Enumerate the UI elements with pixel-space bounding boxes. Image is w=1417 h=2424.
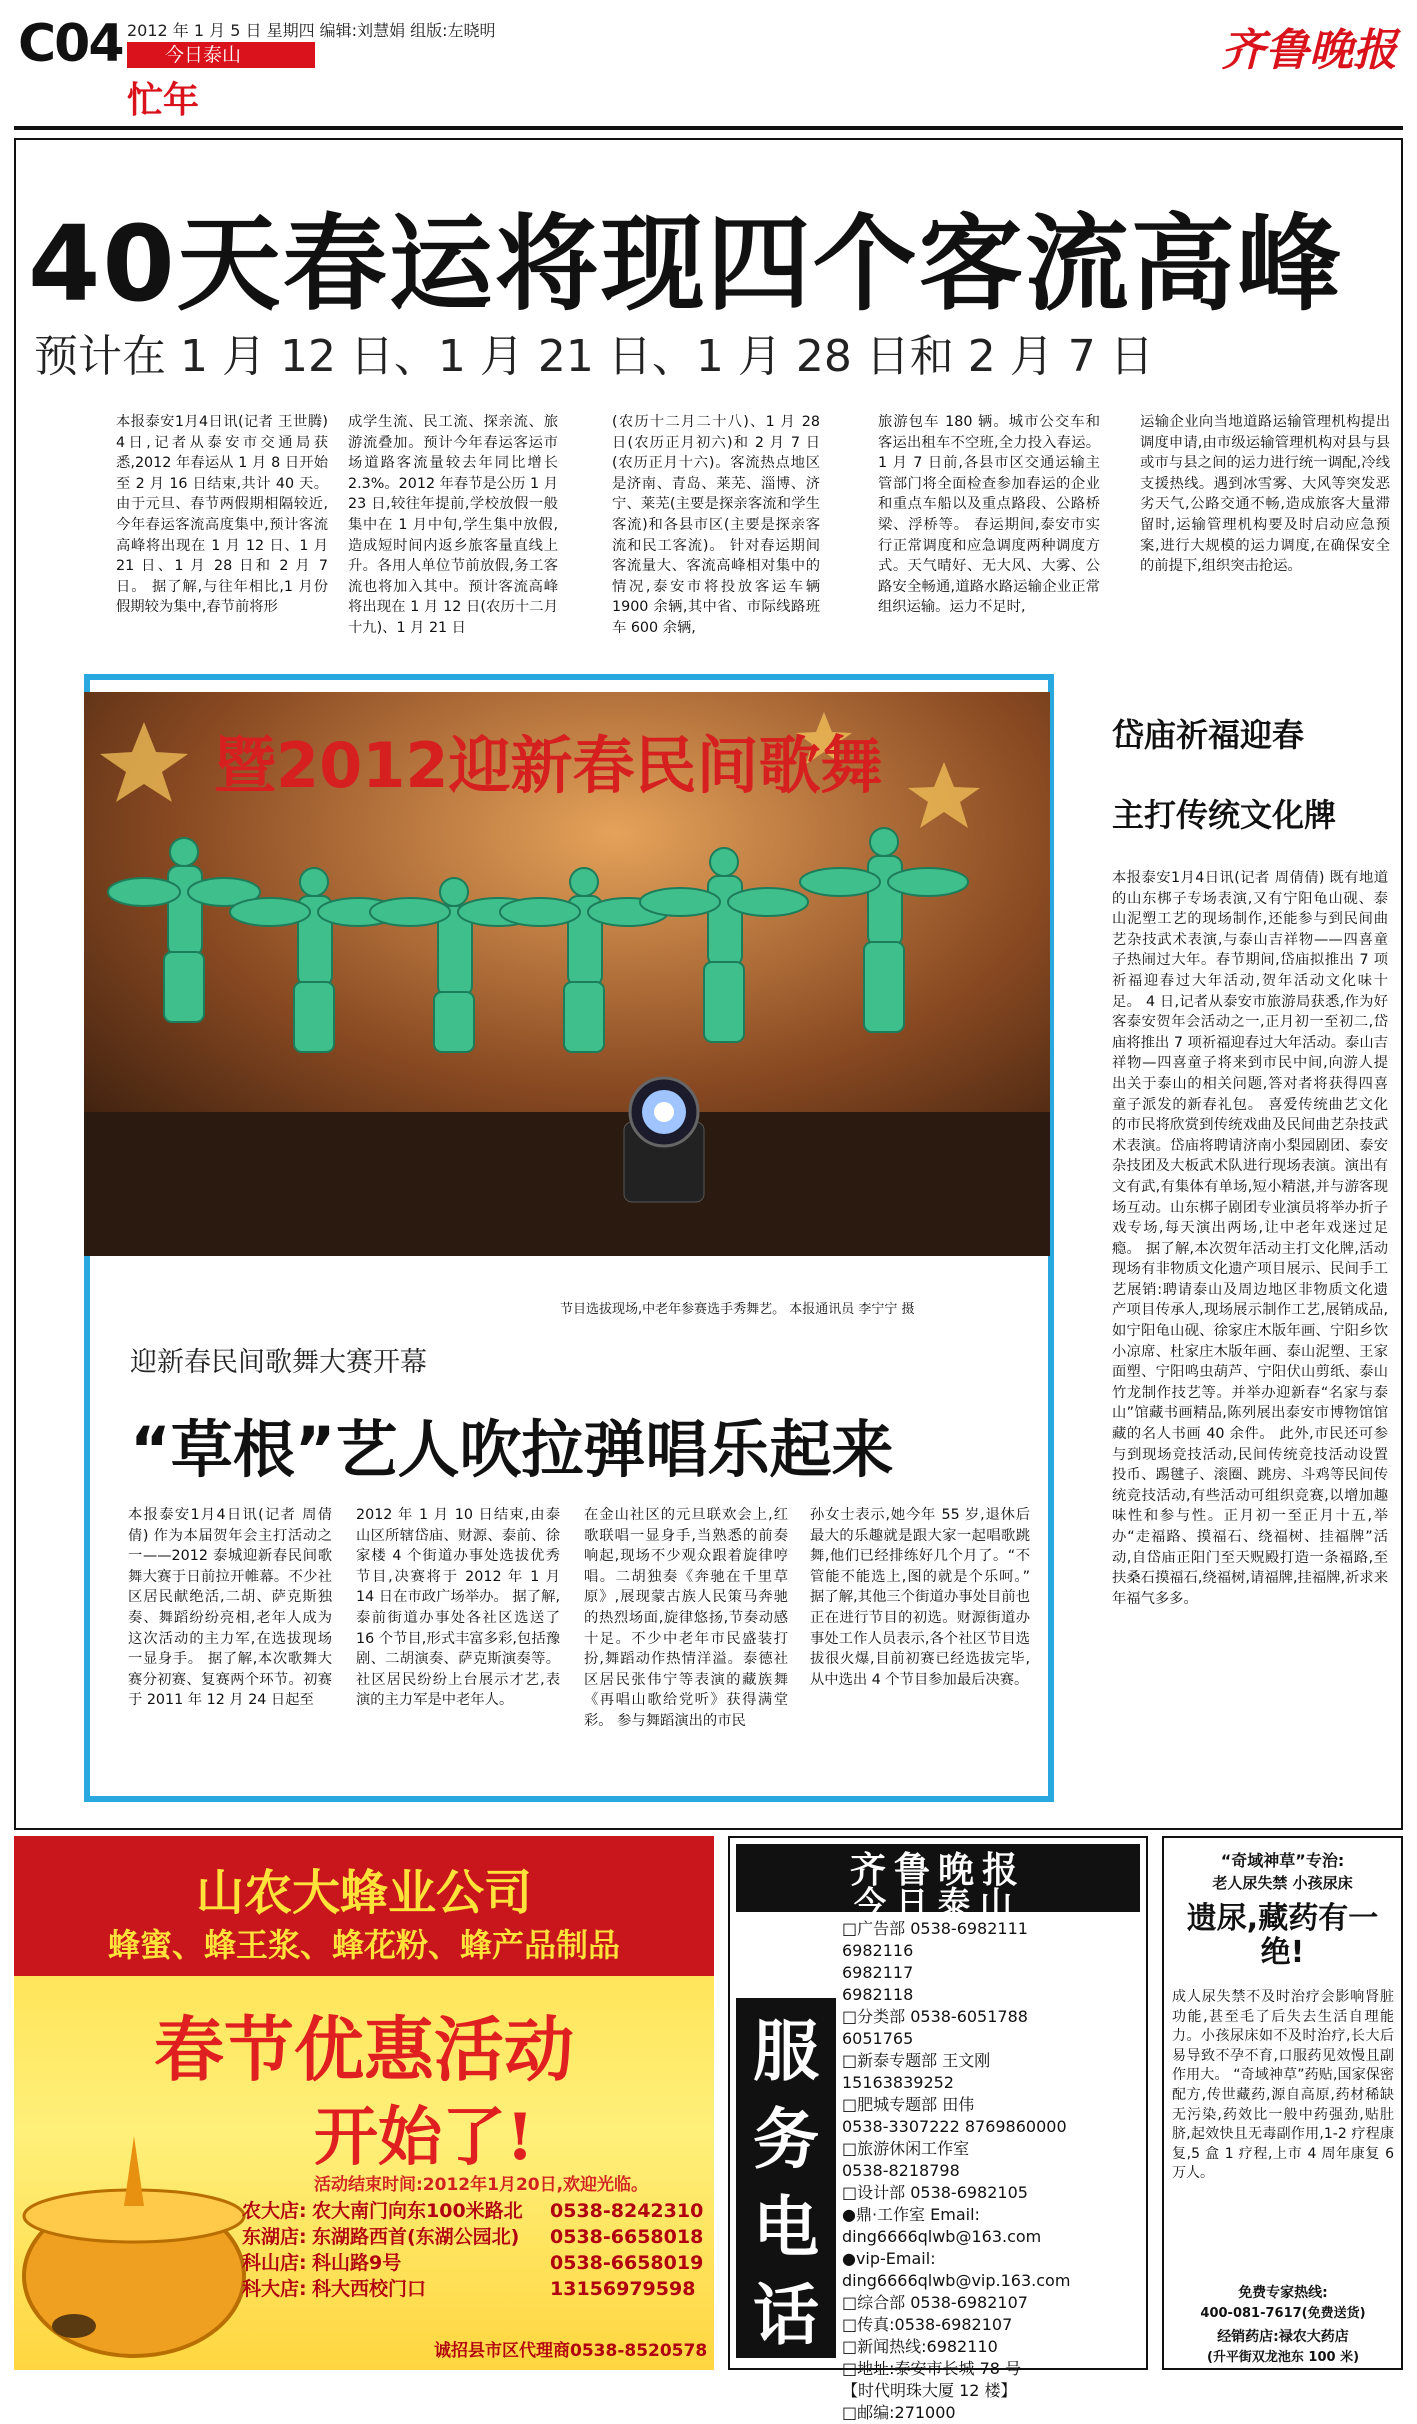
herb-big: 遗尿,藏药有一绝! [1186,1901,1379,1970]
story2-headline: “草根”艺人吹拉弹唱乐起来 [130,1413,894,1486]
side-headline-2: 主打传统文化牌 [1112,796,1337,834]
main-headline: 40天春运将现四个客流高峰 [28,203,1343,325]
honey-company: 山农大蜂业公司 [195,1865,532,1921]
herb-line2: 老人尿失禁 小孩尿床 [1212,1874,1353,1892]
story2-col-3: 在金山社区的元旦联欢会上,红歌联唱一显身手,当熟悉的前奏响起,现场不少观众跟着旋律哼唱。二胡独奏《奔驰在千里草原》,展现蒙古族人民策马奔驰的热烈场面,旋律悠扬,节奏动感十足。不少中老年市民盛装打扮,舞蹈动作热情洋溢。泰德社区居民张伟宁等表演的藏族舞《再唱山歌给党听》获得满堂彩。 参与舞蹈演出的市民 [584,1507,788,1729]
herb-hotline: 400-081-7617(免费送货) [1200,2306,1366,2321]
store-row: 科山店: 科山路9号 0538-6658019 [242,2252,704,2274]
section-title: 忙年 [127,80,200,121]
section-tag: 今日泰山 [127,42,315,68]
service-title-2: 今日泰山 [853,1884,1022,1922]
honey-stores [242,2198,712,2302]
issue-meta: 2012 年 1 月 5 日 星期四 编辑:刘慧娟 组版:左晓明 [127,21,496,40]
herb-dealer-addr: (升平街双龙池东 100 米) [1206,2350,1360,2365]
stage-banner-text: 暨2012迎新春民间歌舞 [214,729,883,802]
honey-jar-icon [14,2136,264,2370]
honey-products: 蜂蜜、蜂王浆、蜂花粉、蜂产品制品 [107,1926,620,1964]
honey-promo-2: 开始了! [314,2100,535,2175]
side-headline-1: 岱庙祈福迎春 [1112,716,1305,754]
stage-light [624,1078,704,1202]
main-subhead: 预计在 1 月 12 日、1 月 21 日、1 月 28 日和 2 月 7 日 [34,331,1154,382]
main-col-2: 成学生流、民工流、探亲流、旅游流叠加。预计今年春运客运市场道路客流量较去年同比增长 2.3%。2012 年春节是公历 1 月 23 日,较往年提前,学校放假一般集中在 1 月中旬,学生集中放假,造成短时间内返乡旅客量直线上升。各用人单位节前放假,务工客流也将加入其中。预计客流高峰将出现在 1 月 12 日(农历十二月十九)、1 月 21 日 [348,414,558,636]
herbal-ad [1162,1836,1403,2370]
store-row: 农大店: 农大南门向东100米路北 0538-8242310 [242,2200,704,2222]
story2-col-2: 2012 年 1 月 10 日结束,由泰山区所辖岱庙、财源、泰前、徐家楼 4 个街道办事处选拔优秀节目,决赛将于 2012 年 1 月 14 日在市政广场举办。 据了解,泰前街道办事处各社区选送了 16 个节目,形式丰富多彩,包括豫剧、二胡演奏、萨克斯演奏等。社区居民纷纷上台展示才艺,表演的主力军是中老年人。 [356,1507,560,1709]
main-col-5: 运输企业向当地道路运输管理机构提出调度申请,由市级运输管理机构对县与县或市与县之间的运力进行统一调配,冷线支援热线。遇到冰雪雾、大风等突发恶劣天气,公路交通不畅,造成旅客大量滞留时,运输管理机构要及时启动应急预案,进行大规模的运力调度,在确保安全的前提下,组织突击抢运。 [1140,414,1390,575]
store-row: 科大店: 科大西校门口 13156979598 [242,2278,696,2300]
service-phone-ad [728,1836,1148,2422]
store-row: 东湖店: 东湖路西首(东湖公园北) 0538-6658018 [242,2226,704,2248]
herb-body: 成人尿失禁不及时治疗会影响肾脏功能,甚至毛了后失去生活自理能力。小孩尿床如不及时治疗,长大后易导致不孕不育,口服药见效慢且副作用大。 “奇域神草”药贴,国家保密配方,传世藏药,源自高原,药材稀缺无污染,药效比一般中药强劲,贴肚脐,起效快且无毒副作用,1-2 疗程康复,5 盒 1 疗程,上市 4 周年康复 6 万人。 [1172,1989,1394,2182]
story2-kicker: 迎新春民间歌舞大赛开幕 [130,1347,427,1378]
service-title-1: 齐鲁晚报 [849,1850,1026,1891]
header-rule [14,126,1403,130]
stage-photo [84,692,1050,1256]
honey-promo-1: 春节优惠活动 [154,2008,574,2091]
page-number: C04 [18,14,123,74]
herb-dealer: 经销药店:禄农大药店 [1217,2329,1349,2345]
dance-performance-photo [84,692,1050,1256]
honey-recruit: 诚招县市区代理商0538-8520578 [434,2341,708,2361]
photo-caption: 节目选拔现场,中老年参赛选手秀舞艺。 本报通讯员 李宁宁 摄 [560,1302,915,1317]
story2-col-1: 本报泰安1月4日讯(记者 周倩倩) 作为本届贺年会主打活动之一——2012 泰城迎新春民间歌舞大赛于日前拉开帷幕。不少社区居民献绝活,二胡、萨克斯独奏、舞蹈纷纷亮相,老年人成为这次活动的主力军,在选拔现场一显身手。 据了解,本次歌舞大赛分初赛、复赛两个环节。初赛于 2011 年 12 月 24 日起至 [128,1507,332,1709]
herb-hotline-label: 免费专家热线: [1238,2285,1328,2301]
side-story-body: 本报泰安1月4日讯(记者 周倩倩) 既有地道的山东梆子专场表演,又有宁阳龟山砚、泰山泥塑工艺的现场制作,还能参与到民间曲艺杂技武术表演,与泰山吉祥物——四喜童子热闹过大年。春节期间,岱庙拟推出 7 项祈福迎春过大年活动,贺年活动文化味十足。 4 日,记者从泰安市旅游局获悉,作为好客泰安贺年会活动之一,正月初一至初二,岱庙将推出 7 项祈福迎春过大年活动。泰山吉祥物—四喜童子将来到市民中间,向游人提出关于泰山的相关问题,答对者将获得四喜童子派发的新春礼包。 喜爱传统曲艺文化的市民将欣赏到传统戏曲及民间曲艺杂技武术表演。岱庙将聘请济南小梨园剧团、泰安杂技团及大板武术队进行现场表演。演出有文有武,有集体有单场,短小精湛,并与游客现场互动。山东梆子剧团专业演员将举办折子戏专场,每天演出两场,让中老年戏迷过足瘾。 据了解,本次贺年活动主打文化牌,活动现场有非物质文化遗产项目展示、民间手工艺展销:聘请泰山及周边地区非物质文化遗产项目传承人,现场展示制作工艺,展销成品,如宁阳龟山砚、徐家庄木版年画、宁阳乡饮小凉席、杜家庄木版年画、泰山泥塑、王家面塑、宁阳鸣虫葫芦、宁阳伏山剪纸、泰山竹龙制作技艺等。并举办迎新春“名家与泰山”馆藏书画精品,陈列展出泰安市博物馆馆藏的名人书画 40 余件。 此外,市民还可参与到现场竞技活动,民间传统竞技活动设置投币、踢毽子、滚圈、跳房、斗鸡等民间传统竞技活动,有些活动可组织竞赛,以增加趣味性和参与性。正月初一至正月十五,举办“走福路、摸福石、绕福树、挂福牌”活动,自岱庙正阳门至天贶殿打造一条福路,至扶桑石摸福石,绕福树,请福牌,挂福牌,祈求来年福气多多。 [1112,870,1388,1607]
herb-top: “奇域神草”专治: [1220,1851,1345,1870]
newspaper-logo: 齐鲁晚报 [1221,25,1397,76]
main-col-3: (农历十二月二十八)、1 月 28 日(农历正月初六)和 2 月 7 日(农历正月十六)。客流热点地区是济南、青岛、莱芜、淄博、济宁、莱芜(主要是探亲客流和学生客流)和各县市区(主要是探亲客流和民工客流)。 针对春运期间客流量大、客流高峰相对集中的情况,泰安市将投放客运车辆 1900 余辆,其中省、市际线路班车 600 余辆, [612,414,820,636]
service-lines: □广告部 0538-6982111 6982116 6982117 6982118 □分类部 0538-6051788 6051765 □新泰专题部 王文刚 15163839252 □肥城专题部 田伟 0538-3307222 8769860000 □旅游休闲工作室 0538-8218798 □设计部 0538-6982105 ●鼎·工作室 Email: ding6666qlwb@163.com ●vip-Email: ding6666qlwb@vip.163.com □综合部 0538-6982107 □传真:0538-6982107 □新闻热线:6982110 □地址:泰安市长城 78 号 【时代明珠大厦 12 楼】 □邮编:271000 [842,1919,1071,2422]
main-col-4: 旅游包车 180 辆。城市公交车和客运出租车不空班,全力投入春运。1 月 7 日前,各县市区交通运输主管部门将全面检查参加春运的企业和重点车船以及重点路段、公路桥梁、浮桥等。 春运期间,泰安市实行正常调度和应急调度两种调度方式。天气晴好、无大风、大雾、公路安全畅通,道路水路运输企业正常组织运输。运力不足时, [878,414,1100,616]
honey-ad [14,1836,714,2370]
service-vertical-label: 服 务 电 话 [753,2013,819,2354]
story2-col-4: 孙女士表示,她今年 55 岁,退休后最大的乐趣就是跟大家一起唱歌跳舞,他们已经排练好几个月了。“不管能不能选上,图的就是个乐呵。” 据了解,其他三个街道办事处目前也正在进行节目的初选。财源街道办事处工作人员表示,各个社区节目选拔很火爆,目前初赛已经选拔完毕,从中选出 4 个节目参加最后决赛。 [810,1507,1030,1688]
honey-deadline: 活动结束时间:2012年1月20日,欢迎光临。 [314,2175,649,2195]
main-col-1: 本报泰安1月4日讯(记者 王世腾) 4日,记者从泰安市交通局获悉,2012 年春运从 1 月 8 日开始至 2 月 16 日结束,共计 40 天。由于元旦、春节两假期相隔较近,今年春运客流高度集中,预计客流高峰将出现在 1 月 12 日、1 月 21 日、1 月 28 日和 2 月 7 日。 据了解,与往年相比,1 月份假期较为集中,春节前将形 [116,414,328,616]
